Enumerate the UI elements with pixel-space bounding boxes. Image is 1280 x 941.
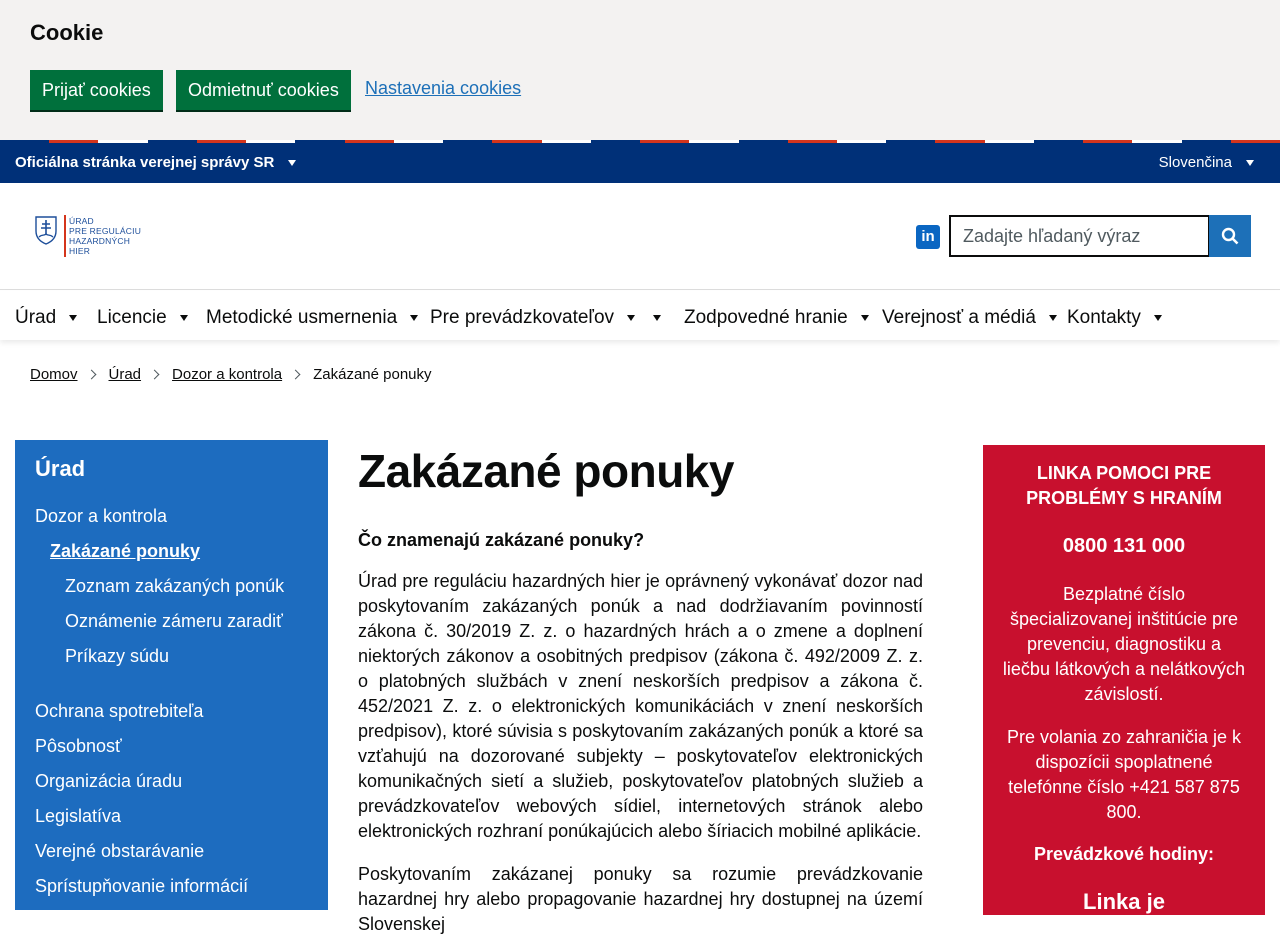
nav-item-pre-prevadzkovatelov[interactable] — [430, 307, 635, 329]
page-title: Zakázané ponuky — [358, 445, 734, 497]
nav-item-label: Úrad — [15, 307, 57, 328]
chevron-right-icon — [86, 370, 96, 380]
logo-line: HIER — [69, 246, 91, 256]
nav-item-label: Zodpovedné hranie — [684, 307, 848, 328]
chevron-down-icon — [1154, 315, 1162, 321]
nav-item-zodpovedne-hranie[interactable] — [684, 307, 869, 329]
search-input[interactable] — [949, 215, 1210, 257]
site-header — [0, 183, 1280, 290]
sidebar-item-ochrana-spotrebitela[interactable]: Ochrana spotrebiteľa — [35, 701, 204, 721]
chevron-down-icon — [288, 160, 296, 166]
sidebar-item-dozor-a-kontrola[interactable]: Dozor a kontrola — [35, 506, 168, 526]
search-button[interactable] — [1209, 215, 1251, 257]
reject-cookies-button[interactable]: Odmietnuť cookies — [176, 70, 351, 110]
nav-item-licencie[interactable] — [97, 307, 188, 329]
helpline-title: LINKA POMOCI PRE PROBLÉMY S HRANÍM — [1026, 463, 1222, 508]
chevron-down-icon — [653, 315, 661, 321]
chevron-down-icon — [627, 315, 635, 321]
gov-bar — [0, 143, 1280, 183]
nav-item-label: Pre prevádzkovateľov — [430, 307, 615, 328]
sidebar-item-zakazane-ponuky[interactable]: Zakázané ponuky — [50, 541, 201, 561]
logo-text — [69, 215, 141, 259]
sidebar — [15, 440, 328, 910]
official-site-toggle[interactable] — [15, 154, 296, 171]
chevron-down-icon — [1049, 315, 1057, 321]
cookie-banner — [0, 0, 1280, 140]
sidebar-item-oznamenie-zameru[interactable]: Oznámenie zámeru zaradiť — [65, 611, 283, 631]
sidebar-title[interactable]: Úrad — [35, 456, 86, 481]
chevron-down-icon — [861, 315, 869, 321]
accept-cookies-button[interactable]: Prijať cookies — [30, 70, 163, 110]
breadcrumb-link-urad[interactable]: Úrad — [108, 366, 142, 383]
nav-item-label: Verejnosť a médiá — [882, 307, 1036, 328]
logo-line: PRE REGULÁCIU — [69, 226, 142, 236]
nav-item-label: Metodické usmernenia — [206, 307, 398, 328]
helpline-hours-label: Prevádzkové hodiny: — [1033, 844, 1215, 864]
chevron-right-icon — [150, 370, 160, 380]
main-navigation — [0, 291, 1280, 340]
breadcrumb-current: Zakázané ponuky — [313, 366, 432, 383]
chevron-down-icon — [180, 315, 188, 321]
site-logo[interactable] — [34, 215, 154, 259]
sidebar-item-prikazy-sudu[interactable]: Príkazy súdu — [65, 646, 170, 666]
search-icon — [1221, 227, 1239, 245]
section-heading: Čo znamenajú zakázané ponuky? — [358, 530, 645, 550]
logo-divider — [64, 215, 66, 257]
helpline-description: Bezplatné číslo špecializovanej inštitúcie pre prevenciu, diagnostiku a liečbu látkových a nelátkových závislostí. — [1002, 584, 1246, 704]
content-paragraph: Úrad pre reguláciu hazardných hier je oprávnený vykonávať dozor nad poskytovaním zakázaných ponúk a nad dodržiavaním povinností zákona č. 30/2019 Z. z. o hazardných hrách a o zmene a doplnení niektorých zákonov a osobitných predpisov (zákona č. 492/2009 Z. z. o platobných službách v znení neskorších predpisov a zákona č. 452/2021 Z. z. o elektronických komunikáciách v znení neskorších predpisov), ktoré súvisia s poskytovaním zakázaných ponúk a ktoré sa vzťahujú na dozorované subjekty – poskytovateľov elektronických komunikačných sietí a služieb, poskytovateľov platobných služieb a prevádzkovateľov webových sídiel, internetových stránok alebo elektronických rozhraní ponúkajúcich alebo šíriacich mobilné aplikácie. — [358, 571, 923, 841]
nav-item-urad[interactable] — [15, 307, 77, 329]
sidebar-item-organizacia-uradu[interactable]: Organizácia úradu — [35, 771, 183, 791]
sidebar-item-posobnost[interactable]: Pôsobnosť — [35, 736, 122, 756]
helpline-international-note: Pre volania zo zahraničia je k dispozícii spoplatnené telefónne číslo +421 587 875 800. — [1006, 727, 1242, 822]
chevron-down-icon — [69, 315, 77, 321]
sidebar-item-zoznam-zakazanych-ponuk[interactable]: Zoznam zakázaných ponúk — [65, 576, 285, 596]
linkedin-icon[interactable]: in — [916, 225, 940, 249]
chevron-down-icon — [410, 315, 418, 321]
language-label: Slovenčina — [1158, 154, 1232, 171]
sidebar-item-spristupnovanie-informacii[interactable]: Sprístupňovanie informácií — [35, 876, 249, 896]
sidebar-item-legislativa[interactable]: Legislatíva — [35, 806, 122, 826]
language-selector[interactable] — [1159, 154, 1254, 171]
cookie-settings-link[interactable]: Nastavenia cookies — [365, 78, 522, 98]
nav-item-unlabeled[interactable] — [640, 307, 661, 329]
cookie-title: Cookie — [30, 20, 104, 45]
nav-item-label: Kontakty — [1067, 307, 1141, 328]
helpline-box — [983, 445, 1265, 940]
logo-line: HAZARDNÝCH — [69, 236, 131, 246]
content-paragraph: Poskytovaním zakázanej ponuky sa rozumie prevádzkovanie hazardnej hry alebo propagovanie hazardnej hry dostupnej na území Slovenskej — [358, 864, 923, 934]
nav-item-metodicke-usmernenia[interactable] — [206, 307, 418, 329]
nav-item-verejnost-a-media[interactable] — [882, 307, 1057, 329]
nav-item-label: Licencie — [97, 307, 167, 328]
chevron-down-icon — [1246, 160, 1254, 166]
helpline-phone[interactable]: 0800 131 000 — [1062, 535, 1186, 557]
chevron-right-icon — [291, 370, 301, 380]
helpline-hours-text: Linka je prevádzkovaná — [1044, 889, 1204, 940]
breadcrumb-link-domov[interactable]: Domov — [30, 366, 78, 383]
breadcrumb-link-dozor-a-kontrola[interactable]: Dozor a kontrola — [172, 366, 283, 383]
crest-icon — [34, 215, 58, 245]
main-content — [358, 445, 923, 937]
sidebar-item-verejne-obstaravanie[interactable]: Verejné obstarávanie — [35, 841, 205, 861]
breadcrumb — [30, 366, 432, 383]
official-site-label: Oficiálna stránka verejnej správy SR — [15, 154, 275, 171]
nav-item-kontakty[interactable] — [1067, 307, 1162, 329]
logo-line: ÚRAD — [69, 216, 94, 226]
